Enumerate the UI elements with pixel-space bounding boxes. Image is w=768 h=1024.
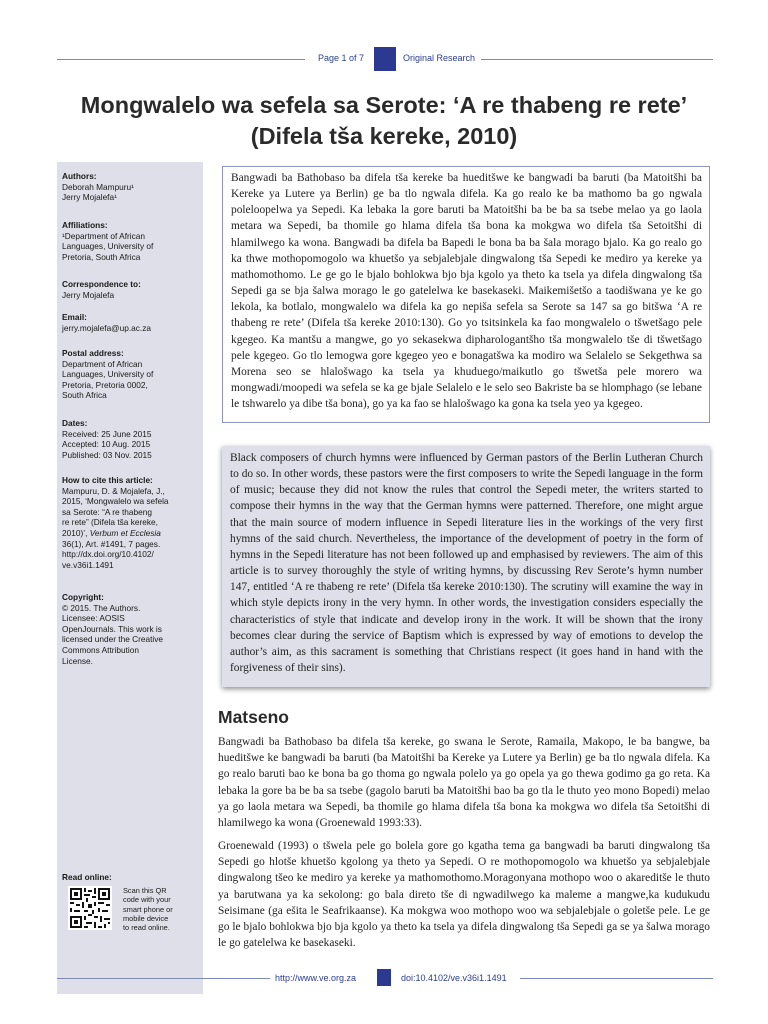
postal-line: Pretoria, Pretoria 0002, <box>62 379 148 390</box>
email-address[interactable]: jerry.mojalefa@up.ac.za <box>62 322 151 333</box>
footer-rule-left <box>57 978 270 979</box>
citation-line: 36(1), Art. #1491, 7 pages. <box>62 538 161 549</box>
footer-rule-right <box>520 978 713 979</box>
qr-caption-line: mobile device <box>123 913 169 923</box>
citation-line: sa Serote: “A re thabeng <box>62 506 152 517</box>
article-title <box>30 90 738 152</box>
read-online-block <box>62 872 200 883</box>
citation-line: 2015, ‘Mongwalelo wa sefela <box>62 496 169 507</box>
body-paragraph: Bangwadi ba Bathobaso ba difela tša kereke, go swana le Serote, Ramaila, Makopo, le ba bangwe, ba hueditšwe ke bangwadi ba baruti (ba Matoitšhi ba Kereke ya Lutere ya Berlin) ge ba tlo ngwala difela. Ka go realo baruti bao ke bona ba go thoma go ngwala polelo ya go opela ya go thewa godimo ga go reta. Ka lebaka la gore ba be ba sa tsebe (gagolo baruti ba Matoitšhi bao ba go tla le thuto yeo mono Bopedi) melao ya go laola metara wa Sepedi, ba thomile go hlama difela tša bona ka mokgwa wo difela tša Setoitšhi di hlamilwego ka wona (Groenewald 1993:33). <box>218 736 710 830</box>
citation-doi-link[interactable]: http://dx.doi.org/10.4102/ <box>62 549 154 560</box>
qr-code-graphic <box>68 886 112 930</box>
qr-caption-line: to read online. <box>123 923 170 933</box>
citation-year: 2010)’, <box>62 527 90 538</box>
title-line-1: Mongwalelo wa sefela sa Serote: ‘A re thabeng re rete’ <box>80 92 688 118</box>
dates-heading: Dates: <box>62 418 88 428</box>
email-block <box>62 312 200 333</box>
page-header <box>0 50 768 70</box>
authors-block <box>62 171 200 203</box>
qr-caption-line: smart phone or <box>123 904 173 914</box>
copyright-line: Commons Attribution <box>62 644 140 655</box>
dates-block <box>62 418 200 460</box>
footer-square <box>377 969 391 986</box>
correspondence-name: Jerry Mojalefa <box>62 289 115 300</box>
author-name: Deborah Mampuru¹ <box>62 181 134 192</box>
affiliation-line: Languages, University of <box>62 241 154 252</box>
title-line-2: (Difela tša kereke, 2010) <box>250 123 518 149</box>
header-rule-left <box>57 59 305 60</box>
citation-heading: How to cite this article: <box>62 475 153 485</box>
copyright-line: OpenJournals. This work is <box>62 623 162 634</box>
citation-block <box>62 475 200 570</box>
affiliation-line: ¹Department of African <box>62 230 146 241</box>
copyright-line: License. <box>62 655 93 666</box>
header-rule-right <box>481 59 713 60</box>
affiliations-block <box>62 220 200 262</box>
date-published: Published: 03 Nov. 2015 <box>62 449 152 460</box>
affiliations-heading: Affiliations: <box>62 220 108 230</box>
abstract-sepedi: Bangwadi ba Bathobaso ba difela tša kereke ba hueditšwe ke bangwadi ba baruti (ba Matoitšhi ba Kereke ya Lutere ya Berlin) ge ba tlo ngwala difela. Ka go realo ke ba mathomo ba go ngwala poleloopelwa ya Sepedi. Ka lebaka la gore baruti ba Matoitšhi ba be ba sa tsebe melao ya go laola metara wa Sepedi, ba thomile go hlama difela tša bona ka mokgwa wo difela tša Setoitšhi di hlamilwego ka wona. Bangwadi ba difela ba Bapedi le bona ba ba šala morago bjalo. Ka go realo go ka thwe mothopomogolo wa khuetšo ya sebjalebjale dingwalong tša Sepedi ke mediro ya kereke ya mathomothomo. Le ge go le bjalo bohlokwa bjo bja kgolo ya theto ka tsela ya difela dingwalong tša Sepedi ga se bja šalwa morago le go gatelelwa ke basekaseki. Maikemišetšo a taodišwana ye ke go lekola, ka botlalo, mongwalelo wa difela ka go nepiša sefela sa Serote sa 147 sa go bitšwa ‘A re thabeng re rete’ (Difela tša kereke 2010:130). Go yo tsitsinkela ka fao mongwalelo o tšwetšago pele kgegeo. Ka mantšu a mangwe, go yo sekasekwa dipharologantšho tša mongwalelo tše di tšwetšago pele kgegeo. Go tlo lemogwa gore kgegeo yeo e bonagatšwa ka modiro wa Selalelo se Sekgethwa sa Morena seo se hlalošwago ka tsela ya khuduego/maikutlo go tšwetša pele morero wa mongwadi/moopedi wa sefela se ka ge bjale Selalelo e le selo seo Bakriste ba se hlomphago (se lebane le tshwarelo ya dibe tša bona), go ya ka fao se hlalošwago ka gona ka tsela yeo ya kgegeo. <box>222 166 710 423</box>
citation-line <box>62 528 200 539</box>
qr-caption-line: Scan this QR <box>123 886 167 895</box>
journal-url-link[interactable]: http://www.ve.org.za <box>275 973 357 983</box>
article-info-sidebar <box>57 162 203 994</box>
page-number: Page 1 of 7 <box>318 53 365 63</box>
postal-line: Languages, University of <box>62 369 154 380</box>
postal-block <box>62 348 200 401</box>
qr-code-icon[interactable] <box>68 886 112 930</box>
section-label: Original Research <box>403 53 476 63</box>
journal-name: Verbum et Ecclesia <box>89 527 161 538</box>
abstract-english: Black composers of church hymns were influenced by German pastors of the Berlin Lutheran Church to do so. In other words, these pastors were the first composers to write the Sepedi language in the form of music; because they did not know the rules that control the Sepedi meter, the writers started to compose their hymns in the way that the German hymns were patterned. Therefore, one might argue that the main source of modern influence in Sepedi literature lies in the workings of the very first hymns of the said church. Nevertheless, the importance of the development of poetry in the form of hymns in the Sepedi literature has not been followed up and emphasised by reviewers. The aim of this article is to survey thoroughly the style of writing hymns, by discussing Rev Serote’s hymn number 147, entitled ‘A re thabeng re rete’ (Difela tša kereke 2010:130). The scrutiny will examine the way in which style depicts irony in the very hymn. In other words, the investigation considers especially the characteristics of style that indicate and develop irony in the work. It will be shown that the irony becomes clear during the service of Baptism which is expressed by way of emotions to develop the author’s aim, as this sacrament is something that Christians respect (it goes hand in hand with the forgiveness of their sins). <box>222 446 710 687</box>
citation-line: Mampuru, D. & Mojalefa, J., <box>62 485 165 496</box>
copyright-heading: Copyright: <box>62 592 104 602</box>
qr-caption <box>123 886 199 932</box>
authors-heading: Authors: <box>62 171 97 181</box>
section-heading: Matseno <box>218 707 289 727</box>
email-heading: Email: <box>62 312 87 322</box>
postal-line: South Africa <box>62 390 107 401</box>
author-name: Jerry Mojalefa¹ <box>62 192 117 203</box>
postal-heading: Postal address: <box>62 348 124 358</box>
date-accepted: Accepted: 10 Aug. 2015 <box>62 439 151 450</box>
postal-line: Department of African <box>62 358 143 369</box>
qr-caption-line: code with your <box>123 895 171 905</box>
read-online-heading: Read online: <box>62 872 112 882</box>
doi-link[interactable]: doi:10.4102/ve.v36i1.1491 <box>401 973 507 983</box>
copyright-block <box>62 592 200 666</box>
date-received: Received: 25 June 2015 <box>62 428 152 439</box>
header-square <box>374 47 396 71</box>
copyright-line: Licensee: AOSIS <box>62 613 125 624</box>
page-footer <box>0 970 768 986</box>
copyright-line: © 2015. The Authors. <box>62 602 141 613</box>
citation-doi-link[interactable]: ve.v36i1.1491 <box>62 559 114 570</box>
affiliation-line: Pretoria, South Africa <box>62 251 141 262</box>
copyright-line: licensed under the Creative <box>62 634 164 645</box>
correspondence-block <box>62 279 200 300</box>
correspondence-heading: Correspondence to: <box>62 279 141 289</box>
body-paragraph: Groenewald (1993) o tšwela pele go bolela gore go kgatha tema ga bangwadi ba baruti dingwalong tša Sepedi go hlotše khuetšo kgolong ya theto ya Sepedi. O re mothopomogolo wa khuetšo ya sebjalebjale dingwalong tšeo ke mediro ya kereke ya mathomothomo.Moragonyana mothopo woo o akareditše le thuto ya barutwana ya ka sekolong: go bala direto tše di ngwadilwego ka maleme a mangwe,ka kudukudu Seisimane (ga ešita le Seafrikaanse). Ka mokgwa woo mothopo woo wa sebjalebjale o goletše pele. Le ge go le bjalo bohlokwa bjo bja kgolo ya theto ka tsela ya difela dingwalong tša Sepedi ga se ya šalwa morago le go gatelelwa ke basekaseki. <box>218 840 710 950</box>
citation-line: re rete” (Difela tša kereke, <box>62 517 158 528</box>
